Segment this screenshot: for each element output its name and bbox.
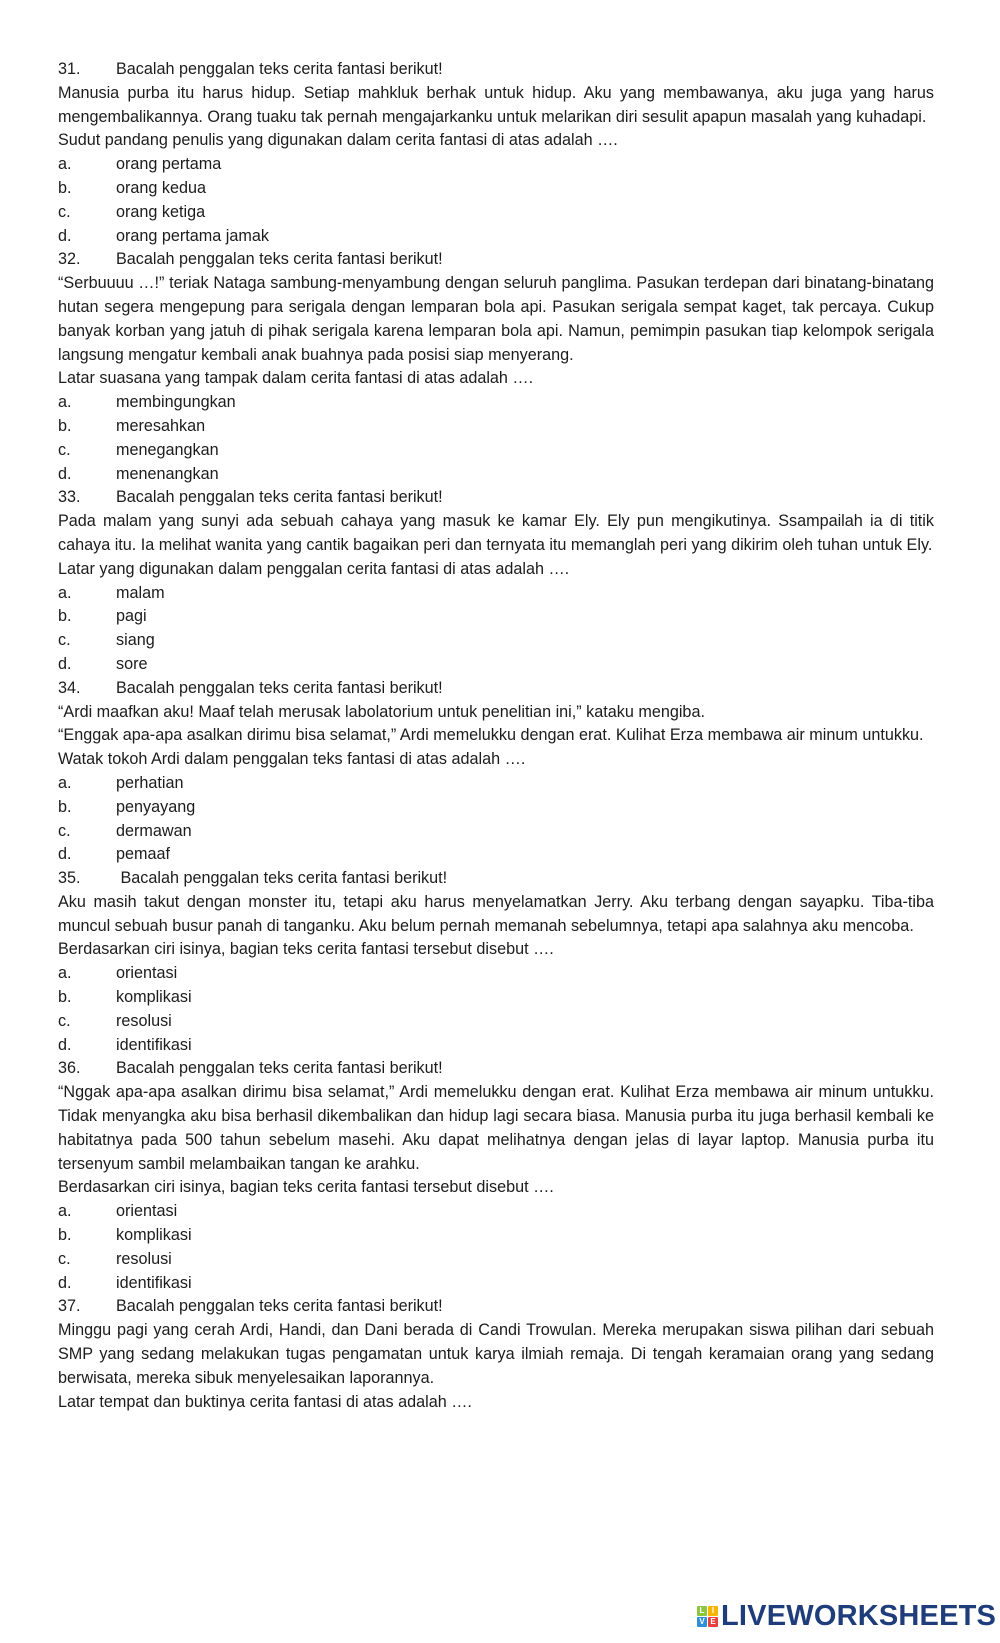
question-instruction: Bacalah penggalan teks cerita fantasi berikut! [116, 250, 443, 269]
story-passage: “Nggak apa-apa asalkan dirimu bisa selamat,” Ardi memelukku dengan erat. Kulihat Erza membawa air minum untukku. Tidak menyangka aku bisa berhasil dikembalikan dan hidup lagi secara biasa. Manusia purba itu juga berhasil kembali ke habitatnya pada 500 tahun sebelum masehi. Aku dapat melihatnya dengan jelas di layar laptop. Manusia purba itu tersenyum sambil melambaikan tangan ke arahku. [58, 1083, 934, 1173]
option-letter: b. [58, 797, 72, 816]
question-block [58, 248, 934, 486]
question-header [58, 486, 934, 510]
option-text: pagi [116, 607, 147, 626]
answer-option [58, 153, 934, 177]
question-header [58, 1295, 934, 1319]
option-text: orang pertama jamak [116, 226, 269, 245]
question-instruction: Bacalah penggalan teks cerita fantasi berikut! [116, 678, 443, 697]
option-letter: a. [58, 155, 72, 174]
worksheet-page [58, 58, 934, 1414]
answer-option [58, 1200, 934, 1224]
answer-option [58, 1034, 934, 1058]
logo-tile-v: V [697, 1617, 707, 1627]
option-letter: d. [58, 226, 72, 245]
option-letter: a. [58, 773, 72, 792]
option-letter: b. [58, 607, 72, 626]
option-text: orang kedua [116, 178, 207, 197]
option-text: komplikasi [116, 1226, 192, 1245]
question-number: 37. [58, 1297, 81, 1316]
answer-option [58, 986, 934, 1010]
question-prompt: Latar tempat dan buktinya cerita fantasi di atas adalah …. [58, 1392, 472, 1411]
option-text: meresahkan [116, 416, 206, 435]
option-text: menegangkan [116, 440, 219, 459]
answer-option [58, 177, 934, 201]
liveworksheets-logo [697, 1600, 996, 1633]
answer-option [58, 1224, 934, 1248]
option-letter: c. [58, 1011, 71, 1030]
question-block [58, 677, 934, 867]
option-letter: c. [58, 1249, 71, 1268]
option-letter: c. [58, 202, 71, 221]
story-passage: Pada malam yang sunyi ada sebuah cahaya yang masuk ke kamar Ely. Ely pun mengikutinya. Ssampailah ia di titik cahaya itu. Ia melihat wanita yang cantik bagaikan peri dan ternyata itu memanglah peri yang dikirim oleh tuhan untuk Ely. [58, 512, 934, 554]
option-letter: a. [58, 964, 72, 983]
option-text: menenangkan [116, 464, 219, 483]
option-letter: a. [58, 583, 72, 602]
option-text: sore [116, 654, 148, 673]
option-letter: c. [58, 631, 71, 650]
option-letter: d. [58, 1035, 72, 1054]
option-letter: c. [58, 821, 71, 840]
question-instruction: Bacalah penggalan teks cerita fantasi berikut! [116, 869, 448, 888]
answer-option [58, 653, 934, 677]
question-number: 33. [58, 488, 81, 507]
question-block [58, 1295, 934, 1414]
story-passage: Minggu pagi yang cerah Ardi, Handi, dan Dani berada di Candi Trowulan. Mereka merupakan siswa pilihan dari sebuah SMP yang sedang melakukan tugas pengamatan untuk karya ilmiah remaja. Di tengah keramaian orang yang sedang berwisata, mereka sibuk menyelesaikan laporannya. [58, 1321, 934, 1387]
answer-option [58, 463, 934, 487]
question-prompt: Latar suasana yang tampak dalam cerita fantasi di atas adalah …. [58, 369, 534, 388]
question-prompt: Berdasarkan ciri isinya, bagian teks cerita fantasi tersebut disebut …. [58, 1178, 554, 1197]
question-prompt: Watak tokoh Ardi dalam penggalan teks fantasi di atas adalah …. [58, 750, 526, 769]
option-text: dermawan [116, 821, 192, 840]
option-text: identifikasi [116, 1273, 192, 1292]
option-letter: a. [58, 393, 72, 412]
answer-option [58, 391, 934, 415]
option-text: perhatian [116, 773, 184, 792]
live-logo-icon [697, 1606, 718, 1627]
question-instruction: Bacalah penggalan teks cerita fantasi berikut! [116, 1297, 443, 1316]
question-number: 34. [58, 678, 81, 697]
story-passage: Aku masih takut dengan monster itu, tetapi aku harus menyelamatkan Jerry. Aku terbang dengan sayapku. Tiba-tiba muncul sebuah busur panah di tanganku. Aku belum pernah memanah sebelumnya, tetapi apa salahnya aku mencoba. [58, 892, 934, 935]
option-letter: b. [58, 178, 72, 197]
option-text: siang [116, 631, 155, 650]
option-letter: d. [58, 654, 72, 673]
logo-tile-l: L [697, 1606, 707, 1616]
option-text: pemaaf [116, 845, 170, 864]
answer-option [58, 629, 934, 653]
question-block [58, 486, 934, 676]
question-instruction: Bacalah penggalan teks cerita fantasi berikut! [116, 60, 443, 78]
option-text: malam [116, 583, 165, 602]
option-text: orang ketiga [116, 202, 206, 221]
question-header [58, 248, 934, 272]
question-instruction: Bacalah penggalan teks cerita fantasi berikut! [116, 488, 443, 507]
question-header [58, 58, 934, 82]
option-letter: d. [58, 464, 72, 483]
option-letter: d. [58, 1273, 72, 1292]
answer-option [58, 820, 934, 844]
answer-option [58, 1248, 934, 1272]
answer-option [58, 1010, 934, 1034]
question-header [58, 867, 934, 891]
answer-option [58, 605, 934, 629]
answer-option [58, 225, 934, 249]
question-prompt: Latar yang digunakan dalam penggalan cerita fantasi di atas adalah …. [58, 559, 570, 578]
story-passage: “Serbuuuu …!” teriak Nataga sambung-menyambung dengan seluruh panglima. Pasukan terdepan dari binatang-binatang hutan segera mengepung para serigala dengan lemparan bola api. Pasukan serigala sempat kaget, tak percaya. Cukup banyak korban yang jatuh di pihak serigala karena lemparan bola api. Namun, pemimpin pasukan tiap kelompok serigala langsung mengatur kembali anak buahnya pada posisi siap menyerang. [58, 274, 934, 364]
story-passage: “Ardi maafkan aku! Maaf telah merusak labolatorium untuk penelitian ini,” kataku mengiba. [58, 702, 705, 721]
option-text: penyayang [116, 797, 196, 816]
story-passage: “Enggak apa-apa asalkan dirimu bisa selamat,” Ardi memelukku dengan erat. Kulihat Erza membawa air minum untukku. [58, 726, 924, 745]
option-text: resolusi [116, 1011, 172, 1030]
option-letter: a. [58, 1202, 72, 1221]
answer-option [58, 1272, 934, 1296]
question-instruction: Bacalah penggalan teks cerita fantasi berikut! [116, 1059, 443, 1078]
option-text: resolusi [116, 1249, 172, 1268]
answer-option [58, 843, 934, 867]
logo-tile-i: I [708, 1606, 718, 1616]
option-letter: b. [58, 416, 72, 435]
option-text: orientasi [116, 1202, 178, 1221]
story-passage: Manusia purba itu harus hidup. Setiap mahkluk berhak untuk hidup. Aku yang membawanya, aku juga yang harus mengembalikannya. Orang tuaku tak pernah mengajarkanku untuk melarikan diri sesulit apapun masalah yang kuhadapi. [58, 83, 934, 126]
answer-option [58, 796, 934, 820]
answer-option [58, 201, 934, 225]
logo-wordmark: LIVEWORKSHEETS [721, 1600, 997, 1632]
question-block [58, 1057, 934, 1295]
answer-option [58, 415, 934, 439]
option-text: komplikasi [116, 988, 192, 1007]
logo-tile-e: E [708, 1617, 718, 1627]
question-header [58, 677, 934, 701]
option-text: orientasi [116, 964, 178, 983]
answer-option [58, 962, 934, 986]
question-number: 32. [58, 250, 81, 269]
question-block [58, 58, 934, 248]
option-text: membingungkan [116, 393, 236, 412]
option-letter: b. [58, 988, 72, 1007]
option-text: orang pertama [116, 155, 222, 174]
question-prompt: Sudut pandang penulis yang digunakan dalam cerita fantasi di atas adalah …. [58, 131, 618, 150]
question-prompt: Berdasarkan ciri isinya, bagian teks cerita fantasi tersebut disebut …. [58, 940, 554, 959]
question-number: 31. [58, 60, 81, 78]
option-letter: c. [58, 440, 71, 459]
option-letter: d. [58, 845, 72, 864]
answer-option [58, 439, 934, 463]
answer-option [58, 772, 934, 796]
option-letter: b. [58, 1226, 72, 1245]
question-block [58, 867, 934, 1057]
option-text: identifikasi [116, 1035, 192, 1054]
question-header [58, 1057, 934, 1081]
question-number: 36. [58, 1059, 81, 1078]
answer-option [58, 582, 934, 606]
question-number: 35. [58, 869, 81, 888]
